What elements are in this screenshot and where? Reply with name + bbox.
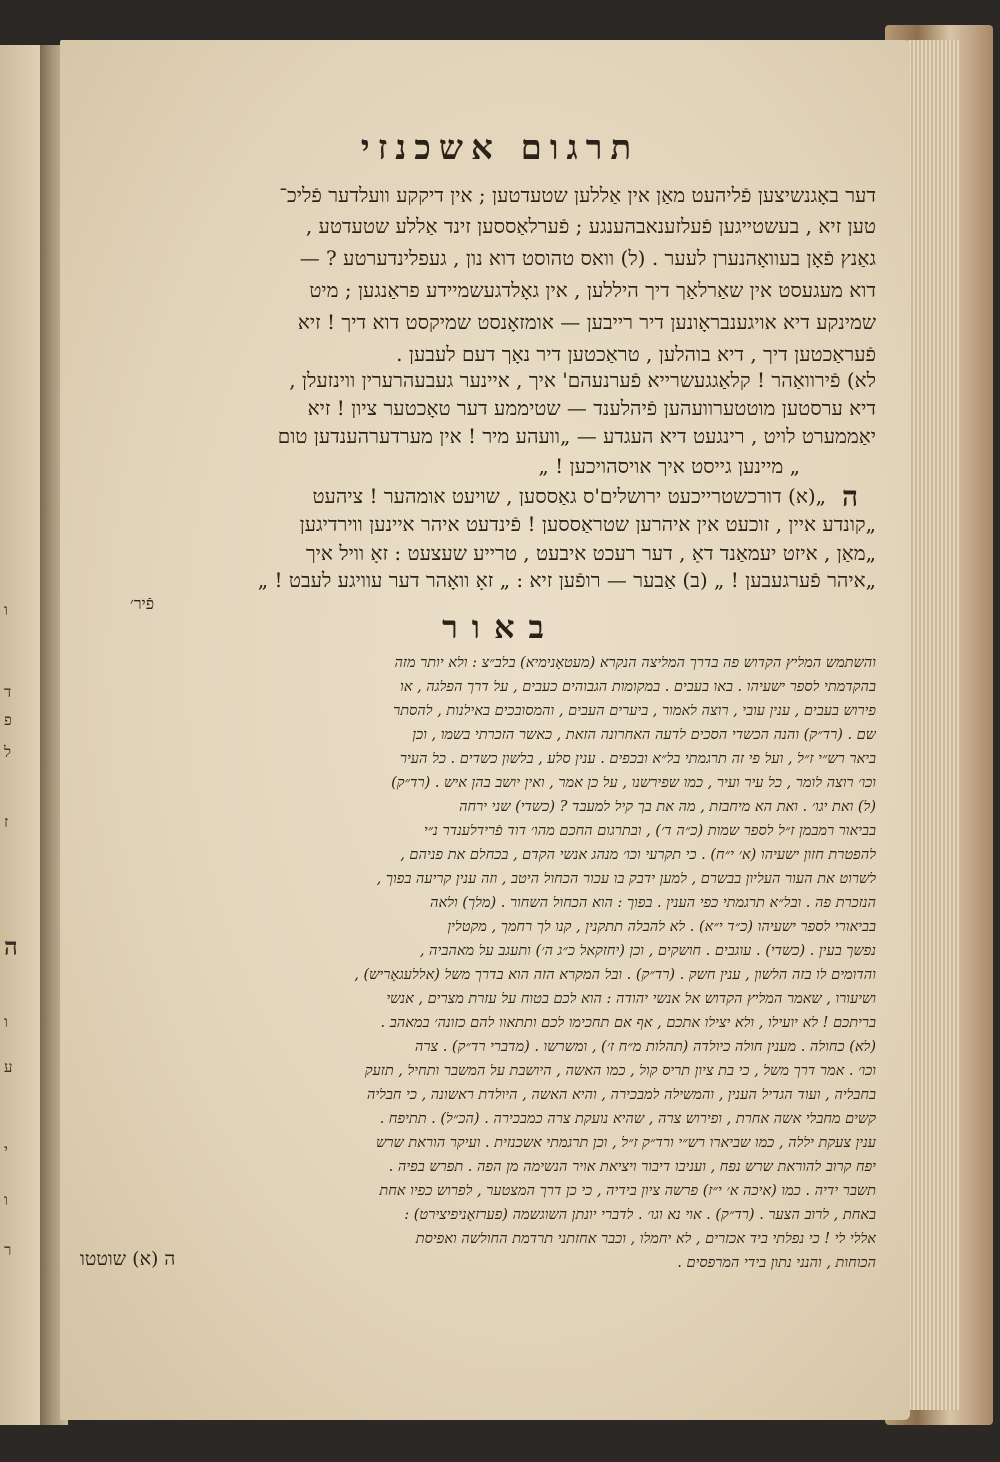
commentary-line: הכוחות , והנני נתון בידי המרפסים . xyxy=(677,1256,876,1271)
commentary-line: ושיעורו , שאמר המליץ הקדוש אל אנשי יהודה : הוא לכם בטוח על עזרת מצרים , אנשי xyxy=(386,992,876,1007)
margin-glyph: ז xyxy=(4,813,9,831)
margin-glyph: ר xyxy=(4,1241,12,1259)
commentary-line: וכו׳ רוצה לומר , כל עיר ועיר , כמו שפירשנו , על כן אמר , ואין יושב בהן איש . (רד״ק) xyxy=(391,776,876,791)
chapter-line: „(א) דורכשטרייכעט ירושלים'ס גאַססען , שויעט אומהער ! ציהעט xyxy=(312,486,826,506)
commentary-line: לשרוט את העור העליון בבשרם , למען ידבק בו עכור הכחול היטב , וזה ענין קריעה בפוך , xyxy=(376,872,876,887)
catchword-line: פֿיר׳ xyxy=(130,594,155,613)
commentary-line: תשבר ידיה . כמו (איכה א׳ י״ז) פרשה ציון בידיה , כי כן דרך המצטער , לפרוש כפיו אחת xyxy=(379,1184,876,1199)
translation-line: „ מיינען גייסט איך אויסהויכען ! „ xyxy=(538,456,800,476)
commentary-line: (לא) כחולה . מענין חולה כיולדה (תהלות מ״ח ז׳) , ומשרשו . (מדברי רד״ק) . צרה xyxy=(414,1040,876,1055)
translation-line: לא) פֿירוואַהר ! קלאַגגעשרייא פֿערנעהם' איך , איינער געבעהרערין ווינזעלן , xyxy=(289,370,876,390)
commentary-line: בביאורי לספר ישעיהו (כ״ד י״א) . לא להבלה תתקנין , קנו לך רחמך , מקטלין xyxy=(447,920,876,935)
translation-line: שמינקע דיא אויגענבראָונען דיר רייבען — אומזאָנסט שמיקסט דוא דיך ! זיא xyxy=(297,312,876,332)
margin-glyph: ד xyxy=(4,683,12,701)
margin-glyph: ל xyxy=(4,743,12,761)
commentary-line: יפח קרוב להוראת שרש נפח , ועניבו דיבור ויציאת אויר הנשימה מן הפה . תפרש בפיה . xyxy=(388,1160,876,1175)
commentary-line: וכו׳ . אמר דרך משל , כי בת ציון תריס קול , כמו האשה , היושבת על המשבר ותחיל , תזעק xyxy=(364,1064,876,1079)
margin-glyph: י xyxy=(4,1141,8,1159)
commentary-line: ענין צעקת יללה , כמו שביארו רש״י ורד״ק ז״ל , וכן תרגמתי אשכנזית . ועיקר הוראת שרש xyxy=(376,1136,876,1151)
commentary-line: והשתמש המליץ הקדוש פה בדרך המליצה הנקרא (מעטאָנימיא) בלב״צ : ולא יותר מזה xyxy=(394,656,876,671)
commentary-line: להפטרת חזון ישעיהו (א׳ י״ח) . כי תקרעי וכו׳ מנהג אנשי הקדם , בכחלם את פניהם , xyxy=(400,848,876,863)
translation-line: טען זיא , בעשטייגען פֿעלזענאבהענגע ; פֿערלאַססען זינד אַללע שטעדטע , xyxy=(305,216,876,236)
commentary-line: (ל) ואת יגו׳ . ואת הא מיחבזת , מה את בך קיל למעבד ? (כשדי) שני ירחה xyxy=(459,800,876,815)
margin-glyph: ו xyxy=(4,601,8,619)
translation-line: פֿעראַכטען דיך , דיא בוהלען , טראַכטען דיר נאָך דעם לעבען . xyxy=(396,344,876,364)
page-title: תרגום אשכנזי xyxy=(360,128,640,168)
translation-line: דיא ערסטען מוטטערוועהען פֿיהלענד — שטיממע דער טאָכטער ציון ! זיא xyxy=(307,398,876,418)
margin-glyph: ה xyxy=(4,932,18,961)
commentary-line: בריתכם ! לא יועילו , ולא יצילו אתכם , אף אם תחכימו לכם ותתאוו להם כזונה׳ במאהב . xyxy=(380,1016,876,1031)
commentary-line: קשים מחבלי אשה אחרת , ופירוש צרה , שהיא נועקת צרה כמבכירה . (הכ״ל) . תתיפח . xyxy=(379,1112,876,1127)
margin-glyph: פ xyxy=(4,711,12,729)
commentary-line: והדומים לו בזה הלשון , ענין חשק . (רד״ק) . ובל המקרא הזה הוא בדרך משל (אללעגאָריש) , xyxy=(354,968,876,983)
commentary-line: פירוש בעבים , ענין עובי , רוצה לאמור , ביערים העבים , והמסובכים באילנות , להסתר xyxy=(393,704,876,719)
commentary-line: בביאור רמבמן ז״ל לספר שמות (כ״ה ד׳) , ובתרגום החכם מהו׳ דוד פֿרידלענדר נ״י xyxy=(423,824,876,839)
commentary-line: הנזכרת פה . ובל״א תרגמתי כפי הענין . בפוך : הוא הכחול השחור . (מלך) ולאה xyxy=(430,896,876,911)
commentary-line: בהקדמתי לספר ישעיהו . באו בעבים . במקומות הגבוהים כעבים , על דרך הפלגה , או xyxy=(400,680,876,695)
commentary-line: בחבליה , ועוד הגדיל הענין , והמשילה למבכירה , והיא האשה , היולדת ראשונה , כי חבליה xyxy=(366,1088,876,1103)
commentary-heading: באור xyxy=(442,608,558,646)
margin-glyph: ו xyxy=(4,1013,8,1031)
commentary-line: שם . (רד״ק) והנה הכשדי הסכים לדעה האחרונה הזאת , כאשר הזכרתי בשמו , וכן xyxy=(412,728,876,743)
translation-line: דוא מעגעסט אין שאַרלאַך דיך היללען , אין גאָלדגעשמיידע פראַנגען ; מיט xyxy=(309,280,876,300)
translation-line: גאַנץ פֿאָן בעוואָהנערן לעער . (ל) וואס טהוסט דוא נון , געפלינדערטע ? — xyxy=(299,248,876,268)
page-edges xyxy=(905,40,960,1410)
chapter-line: „מאַן , איזט יעמאַנד דאַ , דער רעכט איבעט , טרייע שעצעט : זאָ וויל איך xyxy=(305,543,876,563)
translation-line: יאַממערט לויט , רינגעט דיא העגדע — „וועהע מיר ! אין מערדערהענדען טום xyxy=(277,426,876,446)
translation-line: דער באָגנשיצען פֿליהעט מאַן אין אַללען שטעדטען ; אין דיקקע וועלדער פֿליכ־ xyxy=(279,185,876,205)
margin-glyph: ע xyxy=(4,1058,13,1076)
chapter-marker: ה xyxy=(842,480,859,513)
commentary-line: ביאר רש״י ז״ל , ועל פי זה תרגמתי בל״א ובכפים . ענין סלע , בלשון כשדים . כל העיר xyxy=(399,752,876,767)
chapter-line: „איהר פֿערגעבען ! „ (ב) אַבער — רופֿען זיא : „ זאָ וואָהר דער עוויגע לעבט ! „ xyxy=(257,570,876,590)
commentary-line: אללי לי ! כי נפלתי ביד אכזרים , לא יחמלו , וכבר אחזתני תרדמת החולשה ואפיסת xyxy=(415,1232,876,1247)
catchword: ה (א) שוטטו xyxy=(80,1248,176,1270)
commentary-line: נפשך בעין . (כשדי) . עוגבים . חושקים , וכן (יחזקאל כ״ג ה׳) ותעגב על מאהביה , xyxy=(419,944,876,959)
margin-glyph: ו xyxy=(4,1191,8,1209)
chapter-line: „קונדע איין , זוכעט אין איהרען שטראַססען ! פֿינדעט איהר איינען ווירדיגען xyxy=(299,514,876,534)
commentary-line: באחת , לרוב הצער . (רד״ק) . אוי נא וגו׳ . לדברי יונתן השוגשמה (פערזאָניפיצירט) : xyxy=(404,1208,876,1223)
